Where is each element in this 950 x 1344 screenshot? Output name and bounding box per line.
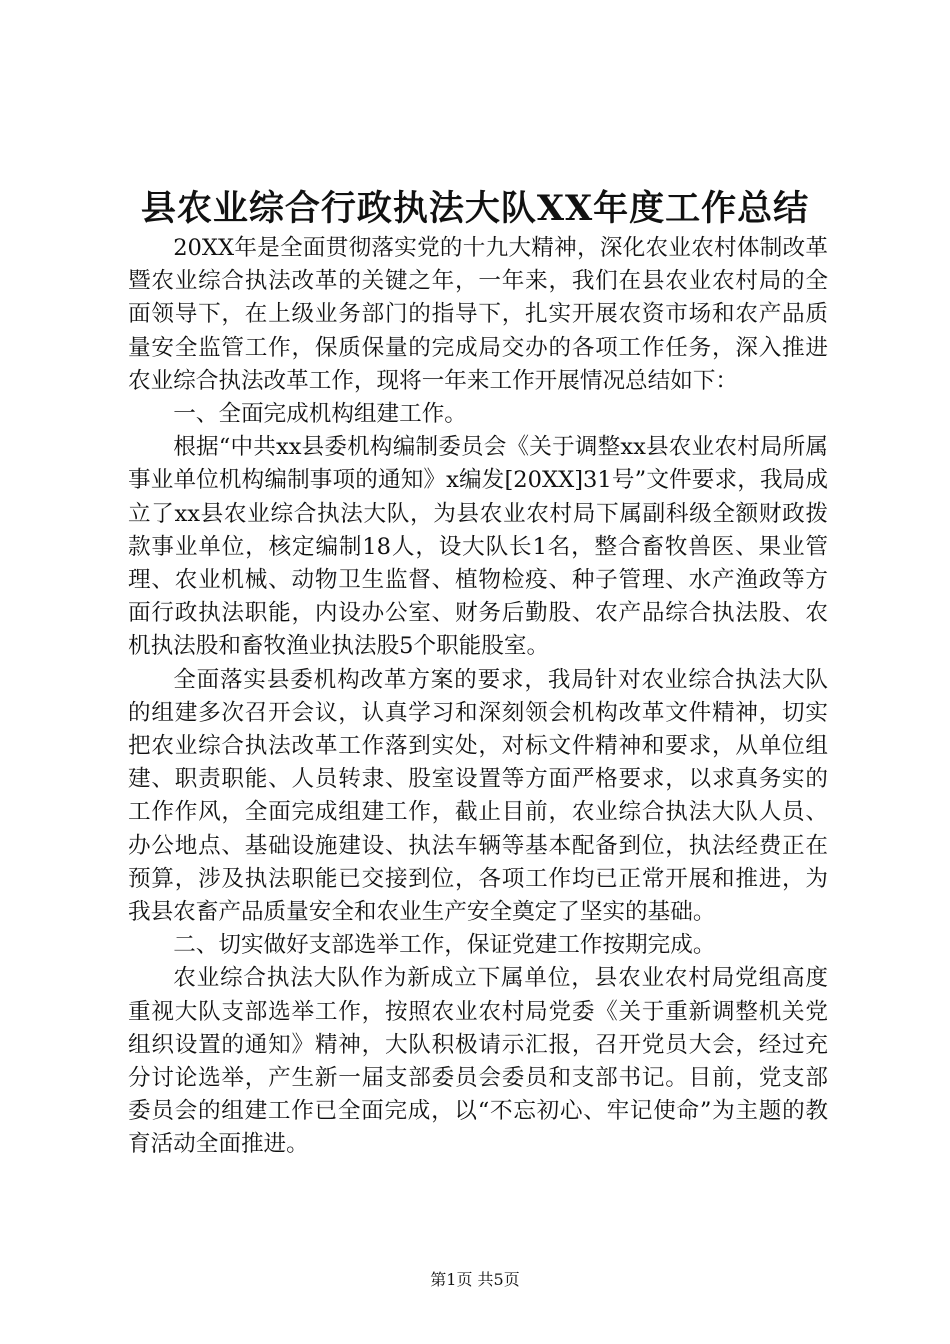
body-paragraph: 根据“中共xx县委机构编制委员会《关于调整xx县农业农村局所属事业单位机构编制事项的通知》x编发[20XX]31号”文件要求，我局成立了xx县农业综合执法大队，为县农业农村局下属副科级全额财政拨款事业单位，核定编制18人，设大队长1名，整合畜牧兽医、果业管理、农业机械、动物卫生监督、植物检疫、种子管理、水产渔政等方面行政执法职能，内设办公室、财务后勤股、农产品综合执法股、农机执法股和畜牧渔业执法股5个职能股室。 bbox=[128, 434, 828, 660]
document-body bbox=[128, 232, 828, 1162]
page-footer: 第1页 共5页 bbox=[430, 1270, 520, 1289]
body-paragraph: 全面落实县委机构改革方案的要求，我局针对农业综合执法大队的组建多次召开会议，认真学习和深刻领会机构改革文件精神，切实把农业综合执法改革工作落到实处，对标文件精神和要求，从单位组建、职责职能、人员转隶、股室设置等方面严格要求，以求真务实的工作作风，全面完成组建工作，截止目前，农业综合执法大队人员、办公地点、基础设施建设、执法车辆等基本配备到位，执法经费正在预算，涉及执法职能已交接到位，各项工作均已正常开展和推进，为我县农畜产品质量安全和农业生产安全奠定了坚实的基础。 bbox=[128, 666, 828, 926]
section-heading-2: 二、切实做好支部选举工作，保证党建工作按期完成。 bbox=[173, 932, 716, 959]
section-heading-1: 一、全面完成机构组建工作。 bbox=[173, 401, 467, 428]
document-title: 县农业综合行政执法大队XX年度工作总结 bbox=[140, 188, 810, 229]
intro-paragraph: 20XX年是全面贯彻落实党的十九大精神，深化农业农村体制改革暨农业综合执法改革的关键之年，一年来，我们在县农业农村局的全面领导下，在上级业务部门的指导下，扎实开展农资市场和农产品质量安全监管工作，保质保量的完成局交办的各项工作任务，深入推进农业综合执法改革工作，现将一年来工作开展情况总结如下： bbox=[128, 235, 828, 394]
body-paragraph: 农业综合执法大队作为新成立下属单位，县农业农村局党组高度重视大队支部选举工作，按照农业农村局党委《关于重新调整机关党组织设置的通知》精神，大队积极请示汇报，召开党员大会，经过充分讨论选举，产生新一届支部委员会委员和支部书记。目前，党支部委员会的组建工作已全面完成，以“不忘初心、牢记使命”为主题的教育活动全面推进。 bbox=[128, 965, 828, 1158]
